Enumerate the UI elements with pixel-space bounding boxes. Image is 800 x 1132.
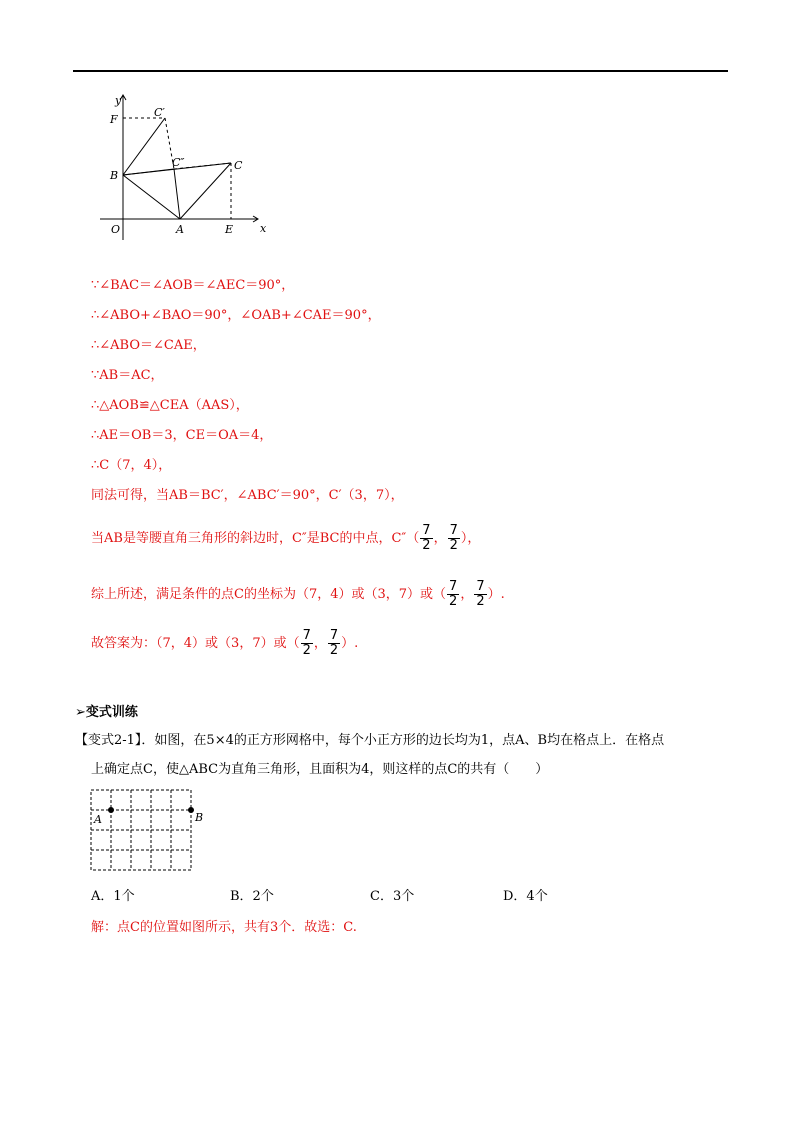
label-cp: C′	[154, 106, 165, 119]
problem-line-1: 【变式2-1】．如图，在5×4的正方形网格中，每个小正方形的边长均为1，点A、B均在格点上．在格点	[75, 733, 665, 748]
label-a: A	[176, 223, 184, 236]
solution-line-9: 当AB是等腰直角三角形的斜边时，C″是BC的中点，C″（ $\frac{7}{2}$ ， $\frac{7}{2}$ ），	[91, 523, 481, 553]
option-c: C．3个	[370, 889, 415, 904]
header-rule	[73, 70, 728, 72]
grid-figure	[88, 785, 212, 873]
solution-line-4: ∵AB＝AC，	[91, 368, 164, 383]
fraction: $\frac{7}{2}$	[449, 523, 458, 553]
point-b	[188, 807, 194, 813]
label-y: y	[115, 94, 122, 107]
solution-line-11: 故答案为：（7，4）或（3，7）或（ $\frac{7}{2}$ ， $\frac{7}{2}$ ）.	[91, 628, 359, 658]
problem-line-2: 上确定点C，使△ABC为直角三角形，且面积为4，则这样的点C的共有（ ）	[91, 762, 549, 777]
answer-line: 解：点C的位置如图所示，共有3个．故选：C.	[91, 920, 357, 935]
option-a: A．1个	[91, 889, 135, 904]
label-b: B	[110, 169, 119, 182]
label-cpp: C″	[172, 156, 185, 169]
grid-label-a: A	[94, 813, 102, 826]
solution-line-3: ∴∠ABO＝∠CAE，	[91, 338, 206, 353]
segment-bcp	[123, 118, 165, 175]
segment-ac	[180, 163, 231, 219]
coordinate-figure	[100, 90, 270, 240]
solution-line-6: ∴AE＝OB＝3，CE＝OA＝4，	[91, 428, 273, 443]
line9-text: 当AB是等腰直角三角形的斜边时，C″是BC的中点，C″（	[91, 531, 420, 546]
solution-line-7: ∴C（7，4），	[91, 458, 172, 473]
point-a	[108, 807, 114, 813]
solution-line-8: 同法可得，当AB＝BC′，∠ABC′＝90°，C′（3，7），	[91, 488, 404, 503]
segment-acpp	[174, 169, 180, 219]
fraction: $\frac{7}{2}$	[449, 579, 458, 609]
label-x: x	[260, 222, 267, 235]
option-d: D．4个	[503, 889, 548, 904]
solution-line-5: ∴△AOB≌△CEA（AAS），	[91, 398, 249, 413]
line10-text: 综上所述，满足条件的点C的坐标为（7，4）或（3，7）或（	[91, 587, 447, 602]
fraction: $\frac{7}{2}$	[476, 579, 485, 609]
grid-label-b: B	[195, 811, 204, 824]
segment-ba	[123, 175, 180, 219]
label-f: F	[110, 113, 118, 126]
fraction: $\frac{7}{2}$	[302, 628, 311, 658]
fraction: $\frac{7}{2}$	[329, 628, 339, 658]
label-c: C	[234, 159, 243, 172]
label-o: O	[111, 223, 121, 236]
option-b: B．2个	[230, 889, 274, 904]
solution-line-2: ∴∠ABO+∠BAO＝90°，∠OAB+∠CAE＝90°，	[91, 308, 381, 323]
solution-line-10: 综上所述，满足条件的点C的坐标为（7，4）或（3，7）或（ $\frac{7}{2}$ ， $\frac{7}{2}$ ）.	[91, 579, 505, 609]
section-title: ➢变式训练	[75, 705, 138, 720]
label-e: E	[225, 223, 234, 236]
solution-line-1: ∵∠BAC＝∠AOB＝∠AEC＝90°，	[91, 278, 295, 293]
segment-bcpp	[123, 169, 174, 175]
line11-text: 故答案为：（7，4）或（3，7）或（	[91, 636, 300, 651]
fraction: $\frac{7}{2}$	[422, 523, 431, 553]
